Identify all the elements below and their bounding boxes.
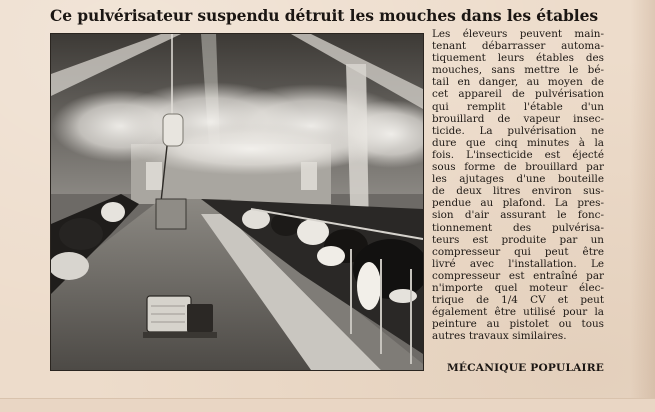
article-line: tionnement des pulvérisa-: [432, 221, 604, 234]
article-line: cet appareil de pulvérisation: [432, 88, 604, 101]
article-line: tail en danger, au moyen de: [432, 76, 604, 89]
article-line: pendue au plafond. La pres-: [432, 197, 604, 210]
article-line: sous forme de brouillard par: [432, 161, 604, 174]
article-line: tenant débarrasser automa-: [432, 40, 604, 53]
article-line: qui remplit l'étable d'un: [432, 100, 604, 113]
article-line: compresseur qui peut être: [432, 245, 604, 258]
article-line: fois. L'insecticide est éjecté: [432, 148, 604, 161]
article-line: peinture au pistolet ou tous: [432, 318, 604, 331]
article-line: n'importe quel moteur élec-: [432, 281, 604, 294]
article-line: ticide. La pulvérisation ne: [432, 124, 604, 137]
article-line: autres travaux similaires.: [432, 330, 567, 343]
article-headline: Ce pulvérisateur suspendu détruit les mouches dans les étables: [50, 6, 598, 25]
article-line: livré avec l'installation. Le: [432, 257, 604, 270]
source-credit: MÉCANIQUE POPULAIRE: [446, 362, 604, 374]
article-line: sion d'air assurant le fonc-: [432, 209, 604, 222]
article-line: dure que cinq minutes à la: [432, 136, 604, 149]
page-fold-shadow: [630, 0, 655, 411]
article-line: de deux litres environ sus-: [432, 185, 604, 198]
barn-sprayer-photo: [50, 33, 424, 371]
article-line: également être utilisé pour la: [432, 306, 604, 319]
article-line: Les éleveurs peuvent main-: [432, 28, 604, 40]
article-line: teurs est produite par un: [432, 233, 604, 246]
article-line: tiquement leurs étables des: [432, 52, 604, 65]
article-body: [432, 28, 604, 342]
article-line: les ajutages d'une bouteille: [432, 173, 604, 186]
article-line: mouches, sans mettre le bé-: [432, 64, 604, 77]
article-line: brouillard de vapeur insec-: [432, 112, 604, 125]
article-line: compresseur est entraîné par: [432, 269, 604, 282]
article-line: trique de 1/4 CV et peut: [432, 294, 604, 307]
page-bottom-margin: [0, 398, 655, 412]
